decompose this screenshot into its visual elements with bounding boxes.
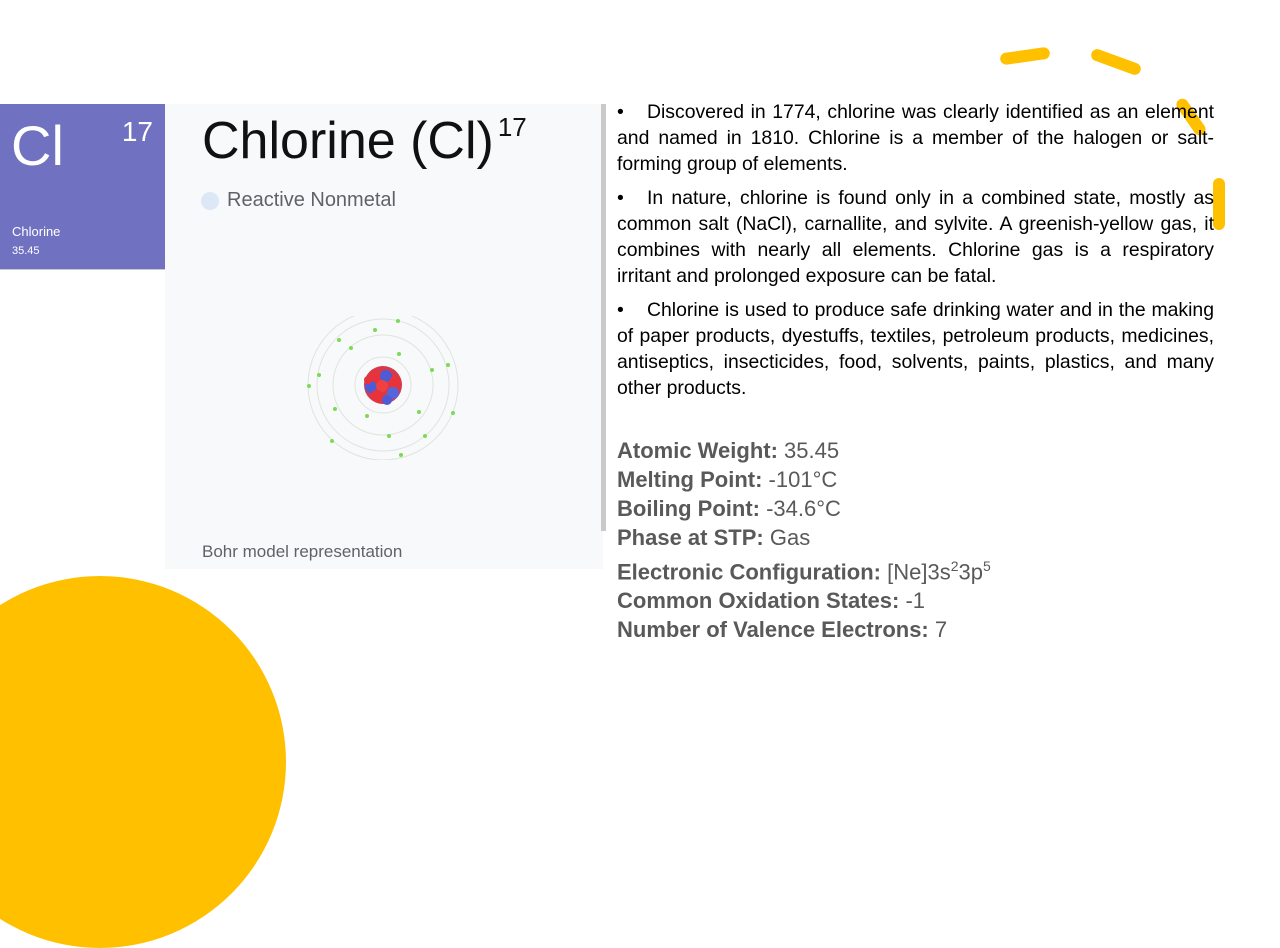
property-value-mid: 3p bbox=[958, 559, 983, 585]
atomic-number: 17 bbox=[121, 116, 153, 147]
electron bbox=[446, 363, 450, 367]
card-title bbox=[202, 112, 527, 170]
bullet-marker: • bbox=[617, 299, 624, 321]
electron bbox=[373, 328, 377, 332]
electron bbox=[430, 368, 434, 372]
decorative-dash bbox=[1213, 178, 1225, 230]
property-label: Boiling Point: bbox=[617, 496, 760, 521]
electron bbox=[417, 410, 421, 414]
property-label: Melting Point: bbox=[617, 467, 763, 492]
property-label: Number of Valence Electrons: bbox=[617, 617, 929, 643]
property-label: Common Oxidation States: bbox=[617, 588, 900, 614]
property-value: 35.45 bbox=[784, 438, 840, 463]
neutron bbox=[382, 395, 392, 405]
property-label: Phase at STP: bbox=[617, 525, 764, 550]
electron bbox=[307, 384, 311, 388]
element-symbol: Cl bbox=[11, 114, 64, 177]
electron bbox=[365, 414, 369, 418]
electron bbox=[396, 319, 400, 323]
element-card bbox=[165, 104, 603, 569]
category-label: Reactive Nonmetal bbox=[227, 189, 396, 211]
property-value: -34.6°C bbox=[766, 496, 841, 521]
property-label: Electronic Configuration: bbox=[617, 559, 881, 585]
property-phase bbox=[617, 523, 1217, 552]
description-text: Chlorine is used to produce safe drinking water and in the making of paper products, dyestuffs, textiles, petroleum products, medicines, antiseptics, insecticides, food, solvents, paints, plastics, and many other products. bbox=[617, 299, 1214, 399]
bohr-model-caption: Bohr model representation bbox=[202, 542, 403, 561]
property-electron-config bbox=[617, 552, 1217, 586]
bullet-marker: • bbox=[617, 187, 624, 209]
description-bullet bbox=[617, 297, 1214, 401]
property-value: -101°C bbox=[768, 467, 838, 492]
property-value: -1 bbox=[905, 588, 926, 614]
element-tile bbox=[0, 104, 165, 269]
electron bbox=[423, 434, 427, 438]
nucleus bbox=[364, 366, 402, 405]
description-text: Discovered in 1774, chlorine was clearly identified as an element and named in 1810. Chlorine is a member of the halogen or salt-forming group of elements. bbox=[617, 101, 1214, 175]
decorative-dash bbox=[1090, 47, 1143, 76]
electron bbox=[399, 453, 403, 457]
electron bbox=[337, 338, 341, 342]
electron bbox=[451, 411, 455, 415]
proton bbox=[364, 376, 372, 384]
property-value-sup: 5 bbox=[983, 558, 991, 574]
card-title-superscript: 17 bbox=[497, 112, 527, 142]
property-label: Atomic Weight: bbox=[617, 438, 778, 463]
element-name: Chlorine bbox=[12, 224, 61, 239]
element-weight: 35.45 bbox=[12, 245, 40, 257]
description-bullet bbox=[617, 185, 1214, 289]
electron bbox=[387, 434, 391, 438]
proton bbox=[389, 376, 401, 388]
description-list bbox=[617, 99, 1214, 409]
property-oxidation-states bbox=[617, 586, 1217, 615]
property-value: 7 bbox=[934, 617, 948, 643]
property-value: Gas bbox=[769, 525, 811, 550]
scrollbar[interactable] bbox=[601, 104, 606, 531]
electron bbox=[397, 352, 401, 356]
property-boiling-point bbox=[617, 494, 1217, 523]
description-text: In nature, chlorine is found only in a combined state, mostly as common salt (NaCl), carnallite, and sylvite. A greenish-yellow gas, it combines with nearly all elements. Chlorine gas is a respiratory irritant and prolonged exposure can be fatal. bbox=[617, 187, 1214, 287]
decorative-dash bbox=[999, 47, 1050, 66]
property-value-prefix: [Ne]3s bbox=[887, 559, 951, 585]
bullet-marker: • bbox=[617, 101, 624, 123]
description-bullet bbox=[617, 99, 1214, 177]
property-value-sup: 2 bbox=[950, 558, 959, 574]
property-valence-electrons bbox=[617, 615, 1217, 644]
decorative-yellow-circle bbox=[0, 576, 286, 948]
property-melting-point bbox=[617, 465, 1217, 494]
category-dot-icon bbox=[201, 192, 219, 210]
bohr-model-diagram bbox=[305, 316, 465, 460]
electron bbox=[330, 439, 334, 443]
electron bbox=[333, 407, 337, 411]
proton bbox=[371, 390, 383, 402]
card-title-text: Chlorine (Cl) bbox=[202, 112, 494, 170]
electron bbox=[317, 373, 321, 377]
electron bbox=[349, 346, 353, 350]
property-atomic-weight bbox=[617, 436, 1217, 465]
properties-list bbox=[617, 436, 1217, 644]
